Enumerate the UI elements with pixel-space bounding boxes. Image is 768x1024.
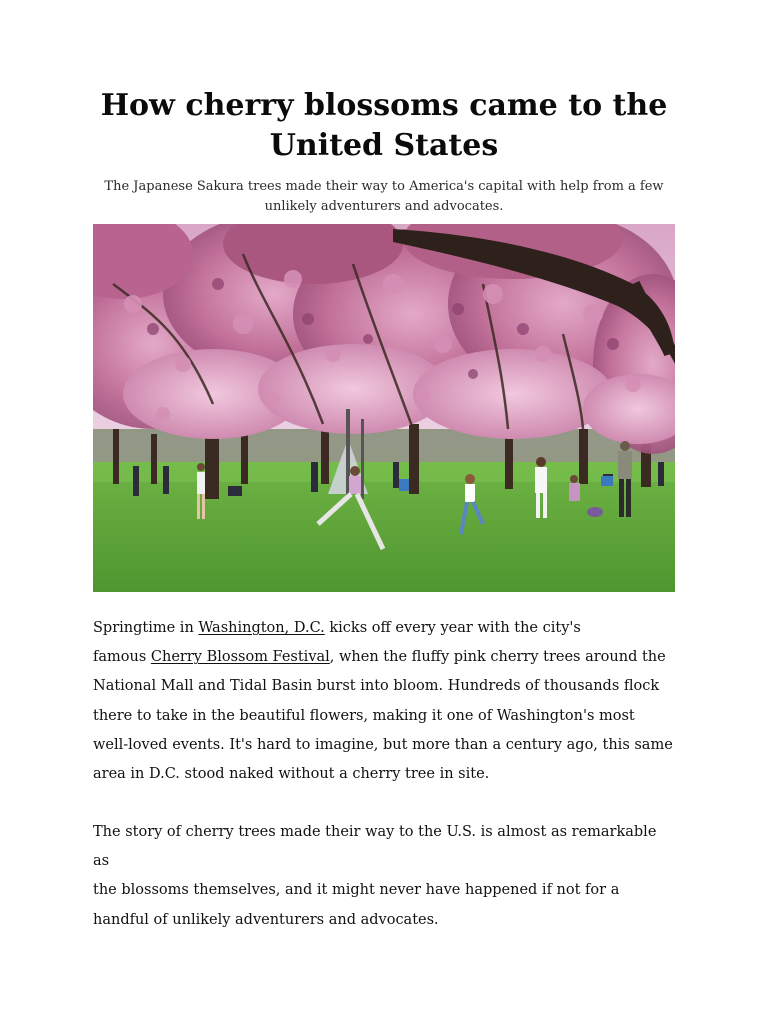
p1-line3: National Mall and Tidal Basin burst into bloom. Hundreds of thousands flock xyxy=(93,678,660,695)
subtitle-line-1: The Japanese Sakura trees made their way to America's capital with help from a few xyxy=(104,179,664,194)
p1-line6: area in D.C. stood naked without a cherry tree in site. xyxy=(93,766,490,783)
p1-line1-post: kicks off every year with the city's xyxy=(324,620,581,636)
cherry-blossom-festival-link[interactable]: Cherry Blossom Festival xyxy=(150,649,330,666)
article-subtitle xyxy=(93,177,675,217)
p1-line2-post: , when the fluffy pink cherry trees around the xyxy=(329,649,666,666)
p1-line4: there to take in the beautiful flowers, making it one of Washington's most xyxy=(93,707,635,724)
article-title xyxy=(93,86,675,166)
p1-line5: well-loved events. It's hard to imagine, but more than a century ago, this same xyxy=(93,736,673,753)
p2-line3: handful of unlikely adventurers and advocates. xyxy=(93,911,439,928)
p1-line1-pre: Springtime in xyxy=(93,620,199,636)
cherry-blossom-photo xyxy=(93,224,675,592)
p2-line1: The story of cherry trees made their way to the U.S. is almost as remarkable as xyxy=(93,824,657,870)
p2-line2: the blossoms themselves, and it might never have happened if not for a xyxy=(93,882,620,899)
title-line-2: United States xyxy=(269,128,499,163)
title-line-1: How cherry blossoms came to the xyxy=(100,88,668,123)
subtitle-line-2: unlikely adventurers and advocates. xyxy=(264,199,504,214)
p1-line2-pre: famous xyxy=(93,649,151,666)
paragraph-1 xyxy=(93,614,675,789)
washington-dc-link[interactable]: Washington, D.C. xyxy=(198,620,325,636)
paragraph-2 xyxy=(93,818,675,935)
